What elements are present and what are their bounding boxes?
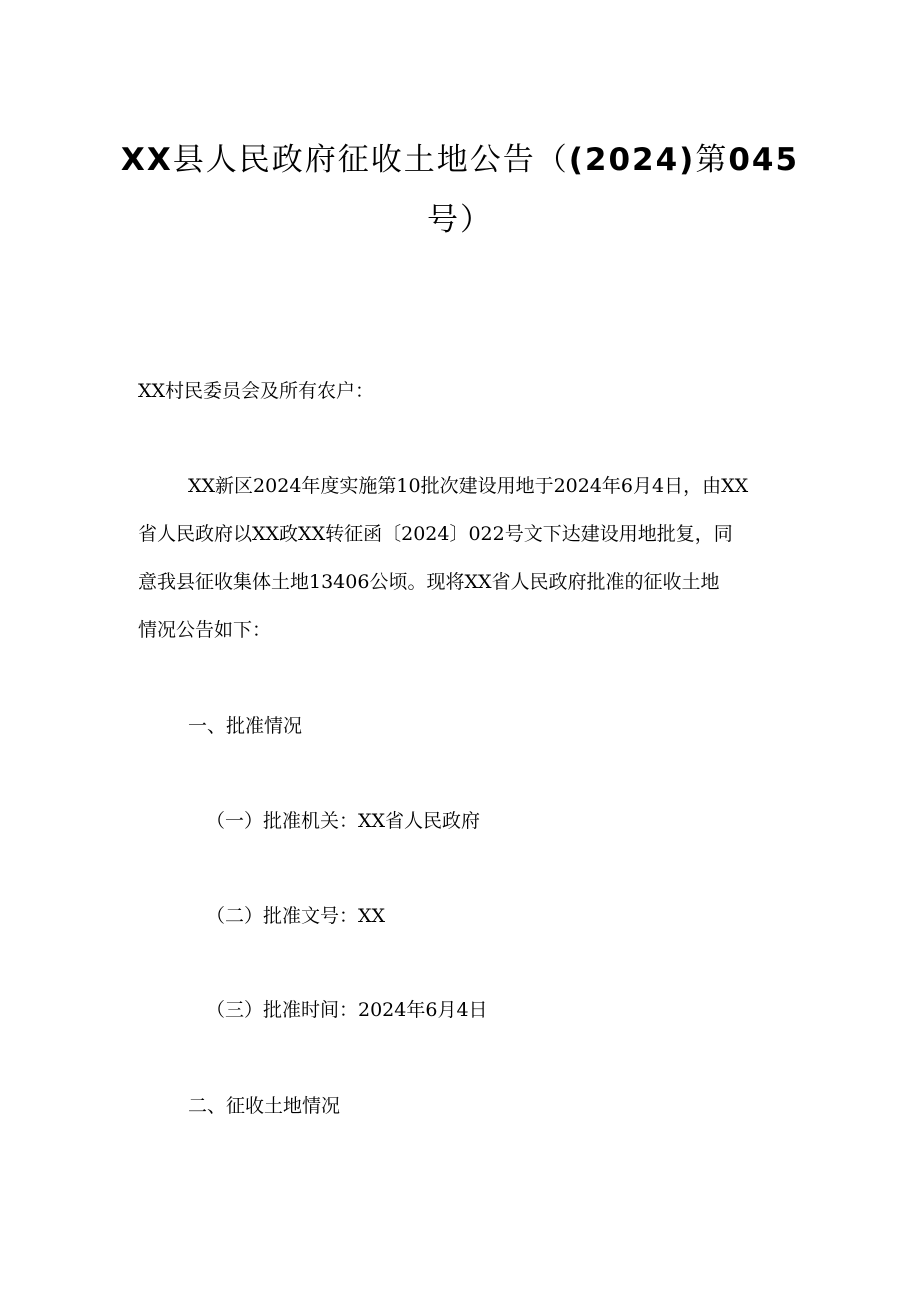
section-1-item-2: （二）批准文号：XX [206,905,386,927]
section-2-heading: 二、征收土地情况 [188,1095,341,1117]
section-1-item-3: （三）批准时间：2024年6月4日 [206,999,488,1021]
body-line: 意我县征收集体土地13406公顷。现将XX省人民政府批准的征收土地 [138,571,720,593]
body-line: 省人民政府以XX政XX转征函〔2024〕022号文下达建设用地批复，同 [138,523,733,545]
salutation: XX村民委员会及所有农户： [138,380,375,402]
body-paragraph [138,462,778,654]
section-1-item-1: （一）批准机关：XX省人民政府 [206,810,481,832]
body-line: XX新区2024年度实施第10批次建设用地于2024年6月4日，由XX [188,475,749,497]
document-title-line-1 [0,134,920,179]
section-1-heading: 一、批准情况 [188,715,303,737]
document-title-line-2: 号） [427,202,493,238]
title-main: 县人民政府征收土地公告（ [172,142,569,178]
title-year: (2024) [568,142,696,178]
body-line: 情况公告如下： [138,619,272,641]
title-di: 第 [695,142,729,178]
title-number: 045 [728,142,800,178]
title-prefix: XX [120,142,173,178]
